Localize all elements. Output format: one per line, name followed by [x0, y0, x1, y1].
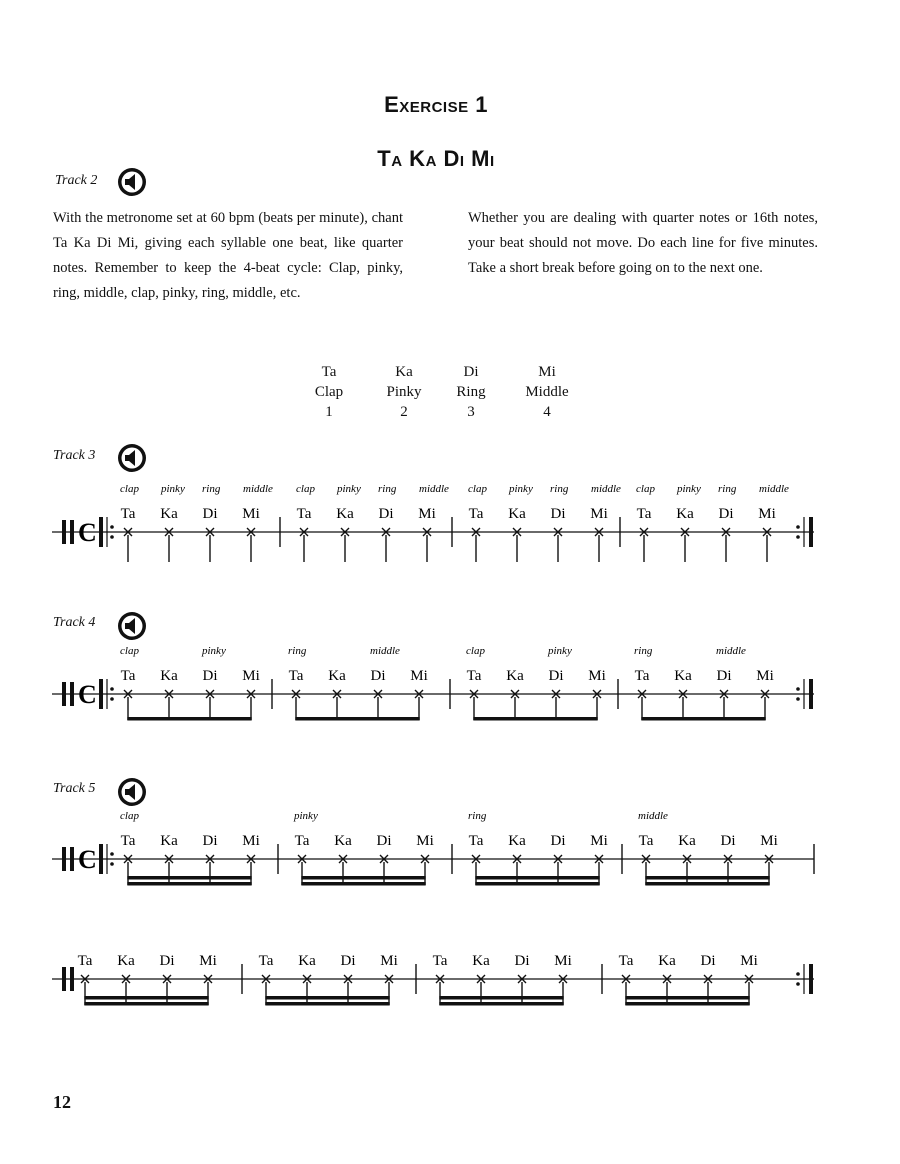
syllable-label: Ka — [658, 953, 676, 969]
repeat-dot — [796, 982, 800, 986]
syllable-label: Ka — [160, 668, 178, 684]
intro-paragraph-left: With the metronome set at 60 bpm (beats per minute), chant Ta Ka Di Mi, giving each syllable one beat, like quarter notes. Remember to keep the 4-beat cycle: Clap, pinky, ring, middle, clap, pinky, ring, middle, etc. — [53, 210, 403, 301]
gesture-label: middle — [716, 645, 746, 657]
syllable-label: Ka — [678, 833, 696, 849]
beam — [645, 876, 769, 880]
syllable-label: Mi — [756, 668, 774, 684]
syllable-label: Ta — [120, 668, 136, 684]
syllable-label: Di — [514, 953, 530, 969]
syllable-label: Mi — [554, 953, 572, 969]
gesture-label: clap — [120, 645, 139, 657]
syllable-label: Ka — [117, 953, 135, 969]
beam — [439, 1002, 563, 1006]
time-signature-common: C — [78, 845, 97, 874]
repeat-dot — [796, 687, 800, 691]
exercise-title: Exercise 1 — [384, 92, 488, 117]
syllable: Di — [463, 364, 479, 380]
syllable-label: Ta — [636, 506, 652, 522]
syllable-label: Di — [716, 668, 732, 684]
syllable-label: Ta — [77, 953, 93, 969]
syllable-label: Mi — [590, 506, 608, 522]
gesture-label: clap — [636, 483, 655, 495]
gesture: Middle — [525, 384, 569, 400]
beam — [645, 882, 769, 886]
track-2-label: Track 2 — [55, 173, 98, 188]
syllable-label: Ta — [618, 953, 634, 969]
gesture-label: pinky — [202, 645, 226, 657]
beam — [265, 996, 389, 1000]
speaker-icon[interactable] — [116, 610, 148, 642]
syllable-label: Ka — [472, 953, 490, 969]
repeat-dot — [796, 697, 800, 701]
repeat-dot — [110, 525, 114, 529]
syllable-column — [369, 362, 439, 422]
beam — [127, 717, 251, 721]
speaker-icon[interactable] — [116, 442, 148, 474]
rhythm-staff-track-3 — [0, 476, 900, 576]
gesture-label: ring — [288, 645, 307, 657]
syllable-label: Ta — [120, 506, 136, 522]
beam — [301, 882, 425, 886]
syllable-label: Mi — [740, 953, 758, 969]
syllable-label: Mi — [199, 953, 217, 969]
syllable-label: Mi — [410, 668, 428, 684]
syllable-label: Mi — [242, 506, 260, 522]
syllable-label: Ka — [334, 833, 352, 849]
syllable-label: Ka — [328, 668, 346, 684]
intro-paragraph-right: Whether you are dealing with quarter notes or 16th notes, your beat should not move. Do each line for five minutes. Take a short break before going on to the next one. — [468, 210, 818, 276]
repeat-start-thick-bar — [99, 517, 103, 547]
gesture-label: middle — [638, 810, 668, 822]
gesture-label: middle — [591, 483, 621, 495]
syllable-label: Ta — [634, 668, 650, 684]
repeat-dot — [796, 972, 800, 976]
syllable-label: Ka — [674, 668, 692, 684]
count: 3 — [467, 404, 475, 420]
syllable-label: Ka — [160, 833, 178, 849]
syllable-label: Ka — [508, 506, 526, 522]
percussion-clef — [70, 520, 74, 544]
beam — [265, 1002, 389, 1006]
repeat-dot — [110, 687, 114, 691]
syllable-label: Ta — [288, 668, 304, 684]
syllable-label: Di — [370, 668, 386, 684]
beam — [127, 876, 251, 880]
repeat-dot — [110, 862, 114, 866]
syllable-label: Di — [378, 506, 394, 522]
gesture-label: clap — [466, 645, 485, 657]
repeat-dot — [110, 535, 114, 539]
syllable-label: Di — [202, 668, 218, 684]
gesture-label: pinky — [509, 483, 533, 495]
syllable-label: Ta — [638, 833, 654, 849]
gesture: Pinky — [386, 384, 422, 400]
beam — [641, 717, 765, 721]
gesture-label: clap — [296, 483, 315, 495]
syllable-label: Mi — [242, 668, 260, 684]
syllable-label: Ta — [468, 833, 484, 849]
repeat-end-thick-bar — [809, 679, 813, 709]
gesture: Ring — [456, 384, 486, 400]
gesture-label: ring — [378, 483, 397, 495]
count: 1 — [325, 404, 333, 420]
gesture-label: ring — [468, 810, 487, 822]
gesture-label: clap — [120, 483, 139, 495]
track-3-label: Track 3 — [53, 448, 96, 463]
syllable-label: Mi — [242, 833, 260, 849]
syllable-column — [436, 362, 506, 422]
percussion-clef — [70, 682, 74, 706]
beam — [84, 996, 208, 1000]
beam — [127, 882, 251, 886]
gesture-label: clap — [468, 483, 487, 495]
time-signature-common: C — [78, 680, 97, 709]
syllable-label: Di — [202, 833, 218, 849]
time-signature-common: C — [78, 518, 97, 547]
syllable-label: Di — [548, 668, 564, 684]
exercise-subtitle: Ta Ka Di Mi — [377, 146, 495, 171]
percussion-clef — [62, 682, 66, 706]
percussion-clef — [70, 847, 74, 871]
syllable-label: Mi — [416, 833, 434, 849]
beam — [473, 717, 597, 721]
beam — [84, 1002, 208, 1006]
syllable-column — [512, 362, 582, 422]
syllable-column — [294, 362, 364, 422]
syllable-label: Ka — [160, 506, 178, 522]
percussion-clef — [62, 520, 66, 544]
syllable-label: Di — [700, 953, 716, 969]
gesture-label: clap — [120, 810, 139, 822]
beam — [475, 882, 599, 886]
syllable-label: Mi — [760, 833, 778, 849]
syllable-label: Ta — [432, 953, 448, 969]
repeat-start-thick-bar — [99, 844, 103, 874]
syllable: Ta — [321, 364, 337, 380]
syllable-label: Di — [718, 506, 734, 522]
repeat-end-thick-bar — [809, 517, 813, 547]
gesture: Clap — [314, 384, 344, 400]
rhythm-staff-track-5 — [0, 805, 900, 905]
page-number: 12 — [53, 1092, 71, 1112]
gesture-label: ring — [202, 483, 221, 495]
syllable-label: Ta — [294, 833, 310, 849]
rhythm-staff-track-5-continued — [0, 945, 900, 1025]
syllable-label: Ka — [506, 668, 524, 684]
repeat-dot — [110, 852, 114, 856]
syllable: Mi — [538, 364, 556, 380]
beam — [625, 1002, 749, 1006]
beam — [295, 717, 419, 721]
syllable-label: Mi — [418, 506, 436, 522]
gesture-label: pinky — [337, 483, 361, 495]
track-4-label: Track 4 — [53, 615, 96, 630]
syllable-label: Ka — [676, 506, 694, 522]
gesture-label: middle — [759, 483, 789, 495]
syllable-label: Ka — [298, 953, 316, 969]
beam — [301, 876, 425, 880]
count: 2 — [400, 404, 408, 420]
syllable-label: Mi — [758, 506, 776, 522]
gesture-label: ring — [550, 483, 569, 495]
beam — [475, 876, 599, 880]
syllable-label: Mi — [380, 953, 398, 969]
syllable-label: Di — [550, 833, 566, 849]
syllable-label: Ta — [296, 506, 312, 522]
count: 4 — [543, 404, 551, 420]
syllable-label: Ka — [336, 506, 354, 522]
repeat-dot — [796, 525, 800, 529]
syllable-label: Mi — [590, 833, 608, 849]
gesture-label: pinky — [548, 645, 572, 657]
gesture-label: middle — [370, 645, 400, 657]
percussion-clef — [62, 967, 66, 991]
gesture-label: pinky — [294, 810, 318, 822]
percussion-clef — [62, 847, 66, 871]
syllable-label: Di — [550, 506, 566, 522]
speaker-icon[interactable] — [116, 166, 148, 198]
repeat-end-thick-bar — [809, 964, 813, 994]
rhythm-staff-track-4 — [0, 640, 900, 740]
track-5-label: Track 5 — [53, 781, 96, 796]
syllable: Ka — [395, 364, 413, 380]
repeat-dot — [796, 535, 800, 539]
syllable-label: Ka — [508, 833, 526, 849]
repeat-dot — [110, 697, 114, 701]
syllable-label: Di — [202, 506, 218, 522]
gesture-label: pinky — [677, 483, 701, 495]
syllable-label: Ta — [468, 506, 484, 522]
beam — [439, 996, 563, 1000]
gesture-label: ring — [718, 483, 737, 495]
gesture-label: pinky — [161, 483, 185, 495]
syllable-label: Ta — [258, 953, 274, 969]
syllable-label: Di — [159, 953, 175, 969]
gesture-label: middle — [419, 483, 449, 495]
percussion-clef — [70, 967, 74, 991]
syllable-label: Mi — [588, 668, 606, 684]
syllable-label: Di — [720, 833, 736, 849]
repeat-start-thick-bar — [99, 679, 103, 709]
gesture-label: middle — [243, 483, 273, 495]
syllable-label: Ta — [466, 668, 482, 684]
syllable-label: Di — [376, 833, 392, 849]
syllable-label: Di — [340, 953, 356, 969]
syllable-label: Ta — [120, 833, 136, 849]
speaker-icon[interactable] — [116, 776, 148, 808]
beam — [625, 996, 749, 1000]
gesture-label: ring — [634, 645, 653, 657]
